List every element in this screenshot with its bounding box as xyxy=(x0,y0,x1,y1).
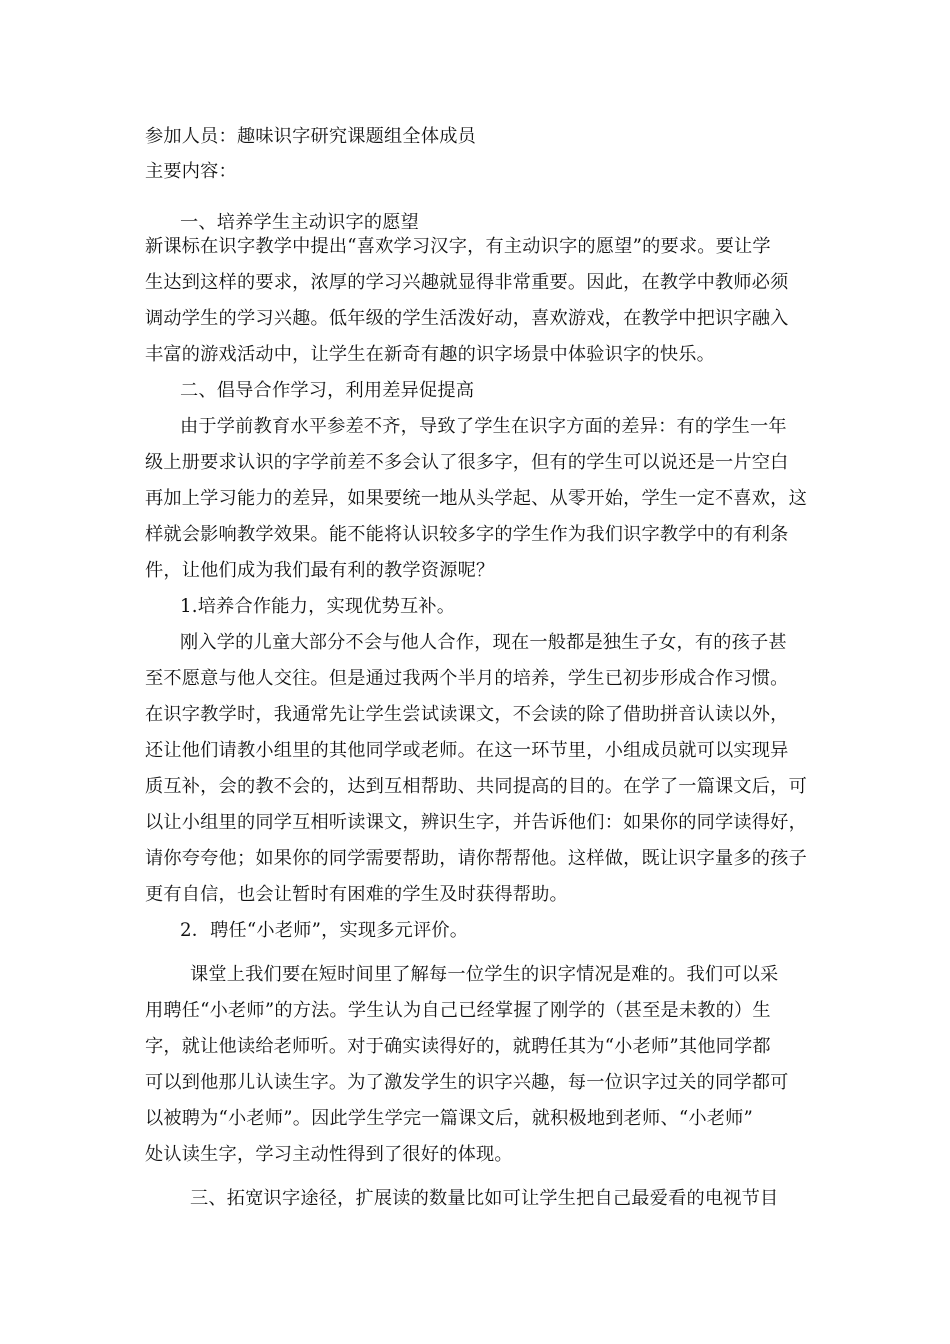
sub1-heading: 1.培养合作能力，实现优势互补。 xyxy=(180,596,456,617)
sub2-line: 可以到他那儿认读生字。为了激发学生的识字兴趣，每一位识字过关的同学都可 xyxy=(145,1072,789,1093)
section1-paragraph-line: 调动学生的学习兴趣。低年级的学生活泼好动，喜欢游戏，在教学中把识字融入 xyxy=(145,308,789,329)
section3-heading: 三、拓宽识字途径，扩展读的数量比如可让学生把自己最爱看的电视节目 xyxy=(190,1188,779,1209)
sub2-line: 课堂上我们要在短时间里了解每一位学生的识字情况是难的。我们可以采 xyxy=(190,964,779,985)
sub2-line: 用聘任“小老师”的方法。学生认为自己已经掌握了刚学的（甚至是未教的）生 xyxy=(145,1000,771,1021)
sub1-line: 刚入学的儿童大部分不会与他人合作，现在一般都是独生子女，有的孩子甚 xyxy=(180,632,787,653)
sub1-line: 在识字教学时，我通常先让学生尝试读课文，不会读的除了借助拼音认读以外， xyxy=(145,704,789,725)
section2-intro-line: 级上册要求认识的字学前差不多会认了很多字，但有的学生可以说还是一片空白 xyxy=(145,452,789,473)
sub2-line: 字，就让他读给老师听。对于确实读得好的，就聘任其为“小老师”其他同学都 xyxy=(145,1036,771,1057)
section1-paragraph-line: 新课标在识字教学中提出“喜欢学习汉字，有主动识字的愿望”的要求。要让学 xyxy=(145,236,771,257)
sub1-line: 更有自信，也会让暂时有困难的学生及时获得帮助。 xyxy=(145,884,568,905)
sub2-line: 以被聘为“小老师”。因此学生学完一篇课文后，就积极地到老师、“小老师” xyxy=(145,1108,754,1129)
section1-paragraph-line: 生达到这样的要求，浓厚的学习兴趣就显得非常重要。因此，在教学中教师必须 xyxy=(145,272,789,293)
section2-heading: 二、倡导合作学习，利用差异促提高 xyxy=(180,380,475,401)
section2-intro-line: 样就会影响教学效果。能不能将认识较多字的学生作为我们识字教学中的有利条 xyxy=(145,524,789,545)
sub1-line: 至不愿意与他人交往。但是通过我两个半月的培养，学生已初步形成合作习惯。 xyxy=(145,668,789,689)
main-content-label: 主要内容： xyxy=(145,161,237,182)
section2-intro-line: 由于学前教育水平参差不齐，导致了学生在识字方面的差异：有的学生一年 xyxy=(180,416,787,437)
sub1-line: 以让小组里的同学互相听读课文，辨识生字，并告诉他们：如果你的同学读得好， xyxy=(145,812,807,833)
section1-paragraph-line: 丰富的游戏活动中，让学生在新奇有趣的识字场景中体验识字的快乐。 xyxy=(145,344,716,365)
sub1-line: 质互补，会的教不会的，达到互相帮助、共同提高的目的。在学了一篇课文后，可 xyxy=(145,776,807,797)
sub2-heading: 2．聘任“小老师”，实现多元评价。 xyxy=(180,920,469,941)
sub1-line: 请你夸夸他；如果你的同学需要帮助，请你帮帮他。这样做，既让识字量多的孩子 xyxy=(145,848,807,869)
participants-line: 参加人员：趣味识字研究课题组全体成员 xyxy=(145,126,476,147)
sub1-line: 还让他们请教小组里的其他同学或老师。在这一环节里，小组成员就可以实现异 xyxy=(145,740,789,761)
section1-heading: 一、培养学生主动识字的愿望 xyxy=(180,212,420,233)
section2-intro-line: 件，让他们成为我们最有利的教学资源呢？ xyxy=(145,560,495,581)
sub2-line: 处认读生字，学习主动性得到了很好的体现。 xyxy=(145,1144,513,1165)
section2-intro-line: 再加上学习能力的差异，如果要统一地从头学起、从零开始，学生一定不喜欢，这 xyxy=(145,488,807,509)
